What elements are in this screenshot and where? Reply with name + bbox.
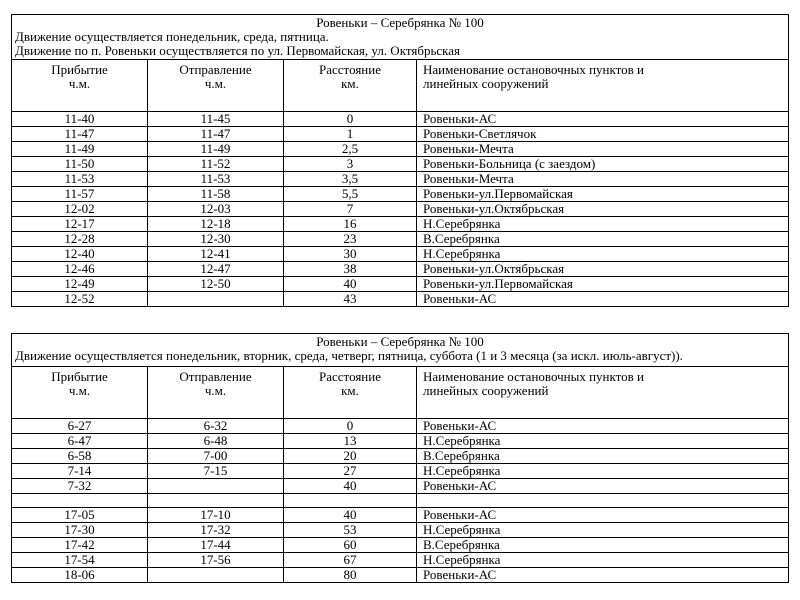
distance-cell: 30	[284, 247, 417, 262]
distance-cell: 5,5	[284, 187, 417, 202]
table-row	[12, 494, 789, 508]
distance-cell: 2,5	[284, 142, 417, 157]
stop-name-cell: Н.Серебрянка	[417, 434, 789, 449]
distance-cell: 53	[284, 523, 417, 538]
distance-cell: 43	[284, 292, 417, 307]
departure-cell: 17-32	[148, 523, 284, 538]
distance-cell: 40	[284, 479, 417, 494]
stop-name-cell: Ровеньки-ул.Первомайская	[417, 187, 789, 202]
schedule-table-1	[11, 14, 789, 307]
distance-cell: 27	[284, 464, 417, 479]
departure-cell: 11-53	[148, 172, 284, 187]
departure-cell	[148, 479, 284, 494]
stop-name-cell: Н.Серебрянка	[417, 464, 789, 479]
arrival-cell: 12-40	[12, 247, 148, 262]
departure-cell: 11-47	[148, 127, 284, 142]
schedule-days-note: Движение осуществляется понедельник, среда, пятница.	[15, 29, 329, 44]
table-row	[12, 202, 789, 217]
arrival-cell: 11-47	[12, 127, 148, 142]
col-header-stop: Наименование остановочных пунктов и линейных сооружений	[417, 60, 789, 112]
table-row	[12, 247, 789, 262]
arrival-cell: 12-17	[12, 217, 148, 232]
distance-cell: 7	[284, 202, 417, 217]
distance-cell: 0	[284, 419, 417, 434]
stop-name-cell: Ровеньки-АС	[417, 479, 789, 494]
table-row	[12, 434, 789, 449]
column-header-row	[12, 367, 789, 419]
departure-cell: 12-41	[148, 247, 284, 262]
distance-cell: 38	[284, 262, 417, 277]
arrival-cell: 6-27	[12, 419, 148, 434]
stop-name-cell: Ровеньки-Мечта	[417, 142, 789, 157]
distance-cell: 1	[284, 127, 417, 142]
arrival-cell: 11-50	[12, 157, 148, 172]
arrival-cell: 12-49	[12, 277, 148, 292]
stop-name-cell: Ровеньки-АС	[417, 568, 789, 583]
table-row	[12, 508, 789, 523]
stop-name-cell: Ровеньки-ул.Октябрьская	[417, 202, 789, 217]
stop-name-cell: Н.Серебрянка	[417, 523, 789, 538]
departure-cell: 17-10	[148, 508, 284, 523]
col-header-distance: Расстояние км.	[284, 60, 417, 112]
arrival-cell: 17-05	[12, 508, 148, 523]
departure-cell: 11-49	[148, 142, 284, 157]
stop-name-cell: Ровеньки-АС	[417, 112, 789, 127]
distance-cell: 40	[284, 277, 417, 292]
arrival-cell: 11-57	[12, 187, 148, 202]
schedule-days-note: Движение осуществляется понедельник, вторник, среда, четверг, пятница, суббота (1 и 3 месяца (за искл. июль-август)).	[15, 348, 683, 363]
table-row	[12, 523, 789, 538]
arrival-cell: 12-28	[12, 232, 148, 247]
stop-name-cell: Ровеньки-АС	[417, 508, 789, 523]
table-row	[12, 277, 789, 292]
stop-name-cell: Ровеньки-АС	[417, 292, 789, 307]
arrival-cell: 12-46	[12, 262, 148, 277]
route-title: Ровеньки – Серебрянка № 100	[316, 15, 484, 30]
arrival-cell: 11-53	[12, 172, 148, 187]
stop-name-cell	[417, 494, 789, 508]
stop-name-cell: Ровеньки-Мечта	[417, 172, 789, 187]
distance-cell	[284, 494, 417, 508]
departure-cell	[148, 292, 284, 307]
arrival-cell: 17-42	[12, 538, 148, 553]
col-header-distance: Расстояние км.	[284, 367, 417, 419]
departure-cell: 7-00	[148, 449, 284, 464]
arrival-cell: 17-30	[12, 523, 148, 538]
table-row	[12, 157, 789, 172]
table-row	[12, 112, 789, 127]
col-header-departure: Отправление ч.м.	[148, 60, 284, 112]
col-header-arrival: Прибытие ч.м.	[12, 60, 148, 112]
departure-cell: 11-45	[148, 112, 284, 127]
distance-cell: 67	[284, 553, 417, 568]
arrival-cell	[12, 494, 148, 508]
stop-name-cell: Ровеньки-ул.Первомайская	[417, 277, 789, 292]
departure-cell: 11-58	[148, 187, 284, 202]
arrival-cell: 11-40	[12, 112, 148, 127]
arrival-cell: 6-47	[12, 434, 148, 449]
table-header-info	[12, 15, 789, 60]
table-row	[12, 538, 789, 553]
distance-cell: 3	[284, 157, 417, 172]
distance-cell: 3,5	[284, 172, 417, 187]
departure-cell: 6-32	[148, 419, 284, 434]
distance-cell: 40	[284, 508, 417, 523]
table-row	[12, 217, 789, 232]
departure-cell: 17-56	[148, 553, 284, 568]
col-header-stop: Наименование остановочных пунктов и линейных сооружений	[417, 367, 789, 419]
table-row	[12, 292, 789, 307]
col-header-arrival: Прибытие ч.м.	[12, 367, 148, 419]
arrival-cell: 6-58	[12, 449, 148, 464]
table-row	[12, 142, 789, 157]
table-row	[12, 262, 789, 277]
distance-cell: 20	[284, 449, 417, 464]
schedule-table-2-body	[12, 334, 789, 583]
table-info-cell	[12, 15, 789, 60]
table-info-cell	[12, 334, 789, 367]
table-header-info	[12, 334, 789, 367]
distance-cell: 80	[284, 568, 417, 583]
departure-cell	[148, 494, 284, 508]
column-header-row	[12, 60, 789, 112]
departure-cell: 12-47	[148, 262, 284, 277]
table-row	[12, 464, 789, 479]
stop-name-cell: Ровеньки-ул.Октябрьская	[417, 262, 789, 277]
stop-name-cell: Ровеньки-Светлячок	[417, 127, 789, 142]
arrival-cell: 12-02	[12, 202, 148, 217]
distance-cell: 60	[284, 538, 417, 553]
stop-name-cell: Н.Серебрянка	[417, 217, 789, 232]
route-title: Ровеньки – Серебрянка № 100	[316, 334, 484, 349]
departure-cell: 12-30	[148, 232, 284, 247]
stop-name-cell: В.Серебрянка	[417, 538, 789, 553]
stop-name-cell: Н.Серебрянка	[417, 247, 789, 262]
departure-cell: 12-50	[148, 277, 284, 292]
distance-cell: 13	[284, 434, 417, 449]
schedule-table-2	[11, 333, 789, 583]
departure-cell	[148, 568, 284, 583]
arrival-cell: 11-49	[12, 142, 148, 157]
route-streets-note: Движение по п. Ровеньки осуществляется по ул. Первомайская, ул. Октябрьская	[15, 43, 461, 58]
departure-cell: 12-03	[148, 202, 284, 217]
table-row	[12, 172, 789, 187]
distance-cell: 0	[284, 112, 417, 127]
arrival-cell: 7-32	[12, 479, 148, 494]
schedule-table-1-body	[12, 15, 789, 307]
departure-cell: 6-48	[148, 434, 284, 449]
departure-cell: 11-52	[148, 157, 284, 172]
stop-name-cell: Ровеньки-Больница (с заездом)	[417, 157, 789, 172]
arrival-cell: 7-14	[12, 464, 148, 479]
departure-cell: 17-44	[148, 538, 284, 553]
distance-cell: 16	[284, 217, 417, 232]
table-row	[12, 479, 789, 494]
distance-cell: 23	[284, 232, 417, 247]
departure-cell: 12-18	[148, 217, 284, 232]
arrival-cell: 12-52	[12, 292, 148, 307]
stop-name-cell: Ровеньки-АС	[417, 419, 789, 434]
table-row	[12, 187, 789, 202]
table-row	[12, 568, 789, 583]
stop-name-cell: В.Серебрянка	[417, 449, 789, 464]
stop-name-cell: В.Серебрянка	[417, 232, 789, 247]
col-header-departure: Отправление ч.м.	[148, 367, 284, 419]
stop-name-cell: Н.Серебрянка	[417, 553, 789, 568]
table-row	[12, 127, 789, 142]
table-row	[12, 553, 789, 568]
table-row	[12, 449, 789, 464]
table-row	[12, 232, 789, 247]
departure-cell: 7-15	[148, 464, 284, 479]
arrival-cell: 18-06	[12, 568, 148, 583]
table-row	[12, 419, 789, 434]
arrival-cell: 17-54	[12, 553, 148, 568]
